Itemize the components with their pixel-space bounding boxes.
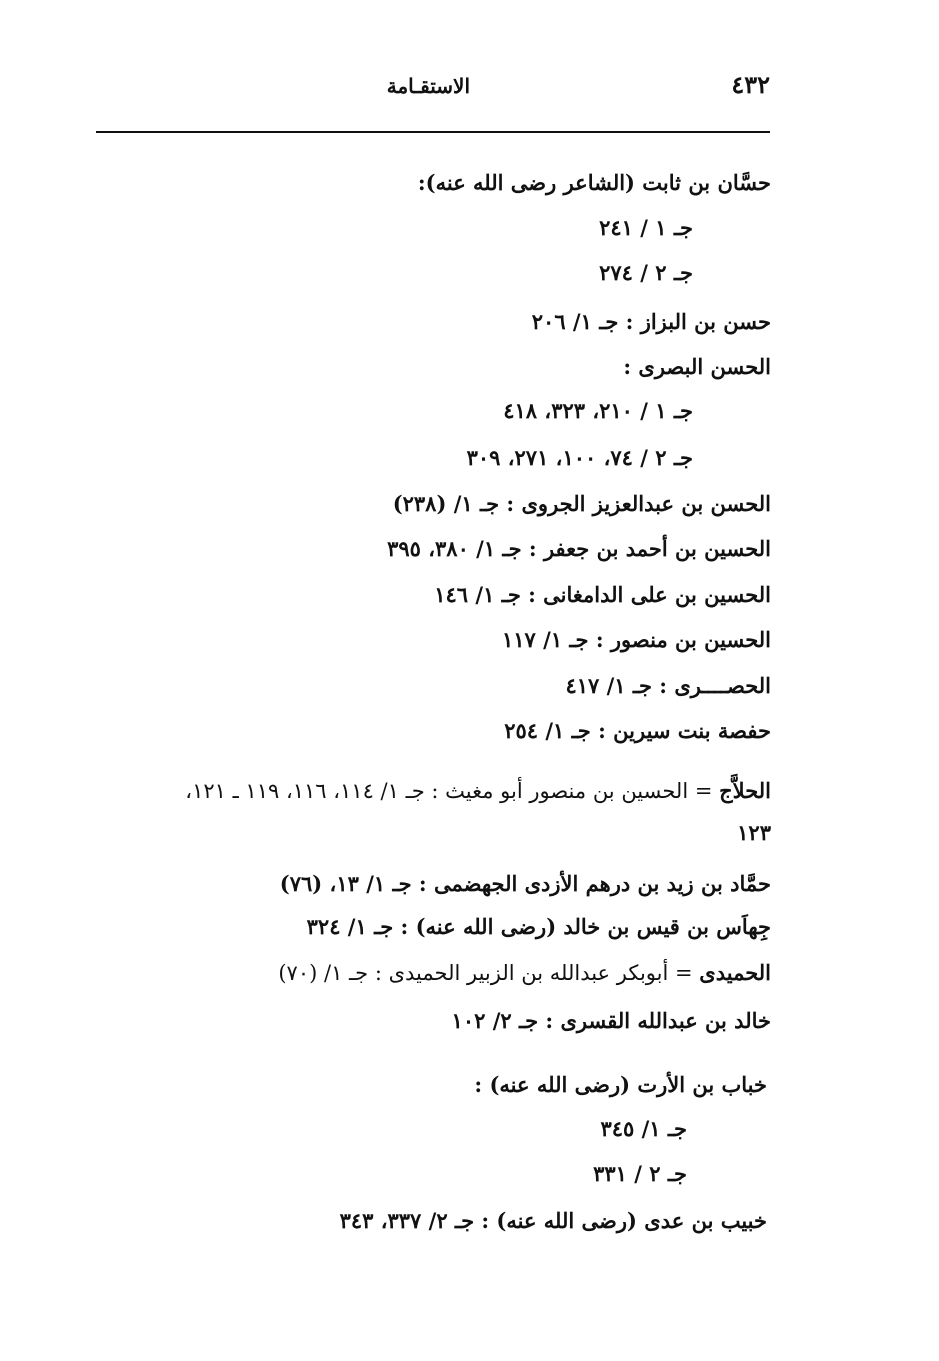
- index-entry: الحسين بن أحمد بن جعفر : جـ ١/ ٣٨٠، ٣٩٥: [387, 536, 771, 561]
- index-entry: حسَّان بن ثابت (الشاعر رضى الله عنه):: [417, 170, 771, 195]
- index-entry: الحسن بن عبدالعزيز الجروى : جـ ١/ (٢٣٨): [392, 491, 771, 516]
- volume-ref: جـ ٢ / ٣٣١: [593, 1161, 687, 1186]
- index-entry-continuation: ١٢٣: [737, 820, 771, 845]
- index-entry: الحسين بن منصور : جـ ١/ ١١٧: [501, 627, 771, 652]
- index-entry: الحصــــرى : جـ ١/ ٤١٧: [565, 673, 771, 698]
- running-title: الاستقـامة: [386, 74, 470, 98]
- page-header: [96, 70, 770, 110]
- index-entry: حمَّاد بن زيد بن درهم الأزدى الجهضمى : جـ ١/ ١٣، (٧٦): [279, 871, 771, 896]
- entry-name: الحلاَّج: [719, 778, 771, 803]
- volume-ref: جـ ٢ / ٢٧٤: [599, 260, 693, 285]
- entry-name: الحميدى: [699, 960, 771, 985]
- header-rule: [96, 131, 770, 133]
- volume-ref: جـ ٢ / ٧٤، ١٠٠، ٢٧١، ٣٠٩: [466, 445, 693, 470]
- volume-ref: جـ ١ / ٢٤١: [599, 215, 693, 240]
- index-entry: حسن بن البزاز : جـ ١/ ٢٠٦: [531, 309, 771, 334]
- entry-references: = أبوبكر عبدالله بن الزبير الحميدى : جـ ١/ (٧٠): [278, 961, 700, 985]
- index-entry: خالد بن عبدالله القسرى : جـ ٢/ ١٠٢: [451, 1008, 771, 1033]
- index-entry: الحسين بن على الدامغانى : جـ ١/ ١٤٦: [434, 582, 771, 607]
- volume-ref: جـ ١ / ٢١٠، ٣٢٣، ٤١٨: [503, 398, 693, 423]
- page-number: ٤٣٢: [731, 70, 770, 99]
- index-entry: الحسن البصرى :: [623, 354, 771, 379]
- volume-ref: جـ ١/ ٣٤٥: [600, 1116, 687, 1141]
- index-entry: جِهاَس بن قيس بن خالد (رضى الله عنه) : جـ ١/ ٣٢٤: [306, 914, 771, 939]
- index-entry: خبيب بن عدى (رضى الله عنه) : جـ ٢/ ٣٣٧، ٣٤٣: [339, 1208, 767, 1233]
- index-entry: [278, 958, 771, 988]
- entry-references: = الحسين بن منصور أبو مغيث : جـ ١/ ١١٤، ١١٦، ١١٩ ـ ١٢١،: [185, 779, 720, 803]
- index-entry: حفصة بنت سيرين : جـ ١/ ٢٥٤: [504, 718, 771, 743]
- index-entry: خباب بن الأرت (رضى الله عنه) :: [474, 1072, 767, 1097]
- index-entry: [185, 776, 771, 806]
